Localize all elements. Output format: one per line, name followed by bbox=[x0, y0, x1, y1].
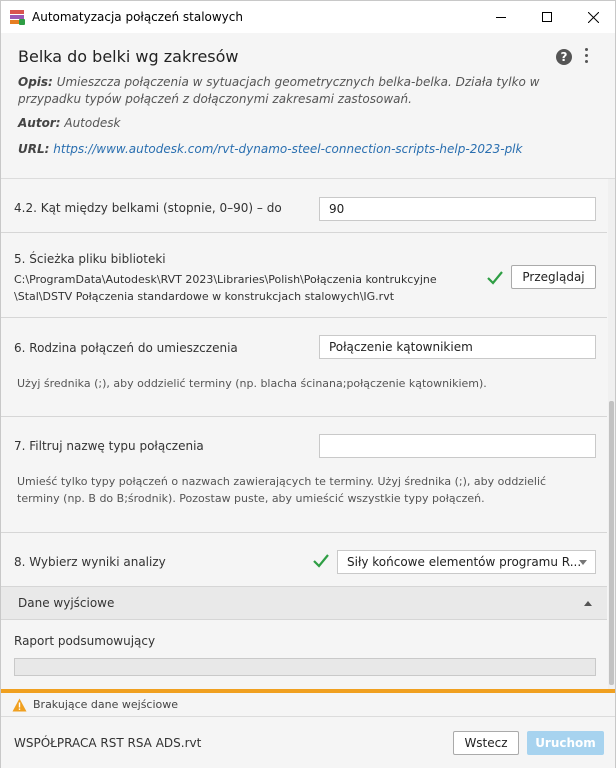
filter-hint-line-1: Umieść tylko typy połączeń o nazwach zawierających te terminy. Użyj średnika (;), aby oddzielić bbox=[17, 475, 547, 488]
library-label: 5. Ścieżka pliku biblioteki bbox=[14, 252, 166, 266]
status-message: Brakujące dane wejściowe bbox=[33, 698, 179, 711]
family-hint: Użyj średnika (;), aby oddzielić terminy (np. blacha ścinana;połączenie kątownikiem). bbox=[17, 377, 487, 390]
window-title: Automatyzacja połączeń stalowych bbox=[32, 10, 243, 24]
minimize-icon bbox=[496, 17, 506, 18]
script-author bbox=[18, 116, 120, 130]
description-label: Opis: bbox=[18, 75, 53, 89]
help-link[interactable]: https://www.autodesk.com/rvt-dynamo-steel-connection-scripts-help-2023-plk bbox=[53, 142, 523, 156]
filter-label: 7. Filtruj nazwę typu połączenia bbox=[14, 439, 204, 453]
inputs-panel bbox=[1, 178, 615, 689]
analysis-label: 8. Wybierz wyniki analizy bbox=[14, 555, 166, 569]
family-label: 6. Rodzina połączeń do umieszczenia bbox=[14, 341, 238, 355]
model-file-name: WSPÓŁPRACA RST RSA ADS.rvt bbox=[14, 736, 202, 750]
close-icon bbox=[588, 12, 599, 23]
chevron-up-icon[interactable] bbox=[584, 601, 592, 606]
script-description bbox=[18, 74, 603, 108]
author-label: Autor: bbox=[18, 116, 61, 130]
analysis-selected-value: Siły końcowe elementów programu R... bbox=[347, 555, 582, 569]
script-title: Belka do belki wg zakresów bbox=[18, 47, 239, 66]
warning-icon bbox=[12, 698, 27, 712]
chevron-down-icon bbox=[579, 560, 587, 565]
library-path bbox=[14, 271, 474, 305]
maximize-button[interactable] bbox=[524, 1, 570, 33]
back-button[interactable]: Wstecz bbox=[453, 731, 519, 755]
description-text: Umieszcza połączenia w sytuacjach geometrycznych belka-belka. Działa tylko w przypadku typów połączeń z dołączonymi zakresami zastosowań. bbox=[18, 75, 540, 106]
library-path-line-1: C:\ProgramData\Autodesk\RVT 2023\Libraries\Polish\Połączenia kontrukcyjne bbox=[14, 273, 437, 286]
report-field bbox=[14, 658, 596, 676]
minimize-button[interactable] bbox=[478, 1, 524, 33]
angle-input[interactable]: 90 bbox=[319, 197, 596, 221]
angle-label: 4.2. Kąt między belkami (stopnie, 0–90) – do bbox=[14, 201, 282, 215]
library-path-line-2: \Stal\DSTV Połączenia standardowe w konstrukcjach stalowych\IG.rvt bbox=[14, 290, 395, 303]
footer bbox=[1, 718, 615, 768]
family-section bbox=[1, 318, 607, 417]
script-header bbox=[1, 33, 615, 178]
outputs-section-header[interactable] bbox=[1, 587, 607, 620]
check-icon bbox=[313, 554, 329, 568]
script-url bbox=[18, 142, 522, 156]
family-input[interactable]: Połączenie kątownikiem bbox=[319, 335, 596, 359]
help-icon[interactable]: ? bbox=[556, 49, 572, 65]
status-bar bbox=[1, 693, 615, 717]
outputs-title: Dane wyjściowe bbox=[18, 596, 115, 610]
app-icon bbox=[10, 10, 24, 24]
angle-section bbox=[1, 179, 607, 233]
browse-button[interactable]: Przeglądaj bbox=[511, 265, 596, 289]
scrollbar[interactable] bbox=[608, 179, 615, 689]
run-button[interactable]: Uruchom bbox=[527, 731, 604, 755]
library-section bbox=[1, 233, 607, 318]
author-name: Autodesk bbox=[64, 116, 121, 130]
more-options-icon[interactable] bbox=[585, 48, 589, 66]
filter-hint bbox=[17, 473, 592, 507]
analysis-results-select[interactable] bbox=[337, 550, 596, 574]
url-label: URL: bbox=[18, 142, 50, 156]
analysis-section bbox=[1, 533, 607, 587]
filter-input[interactable] bbox=[319, 434, 596, 458]
report-label: Raport podsumowujący bbox=[14, 634, 156, 648]
title-bar bbox=[1, 1, 615, 33]
scrollbar-thumb[interactable] bbox=[609, 401, 614, 685]
filter-hint-line-2: terminy (np. B do B;środnik). Pozostaw puste, aby umieścić wszystkie typy połączeń. bbox=[17, 492, 485, 505]
maximize-icon bbox=[542, 12, 552, 22]
filter-section bbox=[1, 417, 607, 533]
check-icon bbox=[487, 271, 503, 285]
close-button[interactable] bbox=[570, 1, 616, 33]
